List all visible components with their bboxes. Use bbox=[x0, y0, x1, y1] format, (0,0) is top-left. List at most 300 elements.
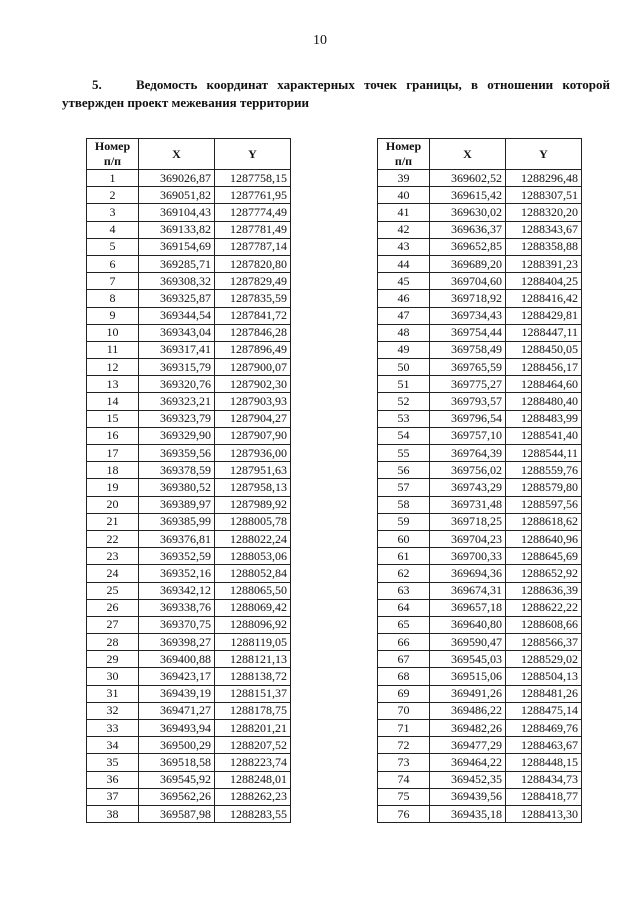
coord-x: 369700,33 bbox=[430, 548, 506, 565]
coord-x: 369389,97 bbox=[139, 496, 215, 513]
point-number: 72 bbox=[378, 737, 430, 754]
table-row bbox=[87, 427, 291, 444]
coord-y: 1288223,74 bbox=[215, 754, 291, 771]
coord-y: 1288138,72 bbox=[215, 668, 291, 685]
table-row bbox=[87, 221, 291, 238]
point-number: 61 bbox=[378, 548, 430, 565]
coord-y: 1287900,07 bbox=[215, 359, 291, 376]
point-number: 21 bbox=[87, 513, 139, 530]
table-row bbox=[378, 616, 582, 633]
coord-y: 1288053,06 bbox=[215, 548, 291, 565]
table-row bbox=[87, 187, 291, 204]
table-row bbox=[87, 290, 291, 307]
table-row bbox=[378, 685, 582, 702]
table-row bbox=[378, 565, 582, 582]
coord-x: 369756,02 bbox=[430, 462, 506, 479]
table-row bbox=[87, 410, 291, 427]
coord-x: 369793,57 bbox=[430, 393, 506, 410]
table-row bbox=[87, 548, 291, 565]
coord-y: 1287989,92 bbox=[215, 496, 291, 513]
point-number: 17 bbox=[87, 445, 139, 462]
point-number: 47 bbox=[378, 307, 430, 324]
point-number: 73 bbox=[378, 754, 430, 771]
coord-y: 1288201,21 bbox=[215, 720, 291, 737]
point-number: 49 bbox=[378, 341, 430, 358]
coord-y: 1287951,63 bbox=[215, 462, 291, 479]
coord-y: 1288597,56 bbox=[506, 496, 582, 513]
coord-y: 1288358,88 bbox=[506, 238, 582, 255]
table-row bbox=[87, 668, 291, 685]
coord-y: 1287761,95 bbox=[215, 187, 291, 204]
coord-x: 369378,59 bbox=[139, 462, 215, 479]
coord-y: 1287774,49 bbox=[215, 204, 291, 221]
coord-y: 1288151,37 bbox=[215, 685, 291, 702]
point-number: 70 bbox=[378, 702, 430, 719]
coord-y: 1287902,30 bbox=[215, 376, 291, 393]
coord-x: 369376,81 bbox=[139, 530, 215, 547]
point-number: 57 bbox=[378, 479, 430, 496]
coord-x: 369471,27 bbox=[139, 702, 215, 719]
table-row bbox=[378, 204, 582, 221]
table-row bbox=[378, 771, 582, 788]
coord-y: 1288559,76 bbox=[506, 462, 582, 479]
coord-x: 369133,82 bbox=[139, 221, 215, 238]
coord-y: 1288416,42 bbox=[506, 290, 582, 307]
point-number: 5 bbox=[87, 238, 139, 255]
point-number: 51 bbox=[378, 376, 430, 393]
table-row bbox=[378, 513, 582, 530]
coord-y: 1288481,26 bbox=[506, 685, 582, 702]
coord-x: 369689,20 bbox=[430, 255, 506, 272]
table-row bbox=[87, 582, 291, 599]
coord-y: 1288652,92 bbox=[506, 565, 582, 582]
coord-y: 1288307,51 bbox=[506, 187, 582, 204]
coord-x: 369464,22 bbox=[430, 754, 506, 771]
coord-y: 1288504,13 bbox=[506, 668, 582, 685]
table-row bbox=[87, 496, 291, 513]
point-number: 39 bbox=[378, 170, 430, 187]
point-number: 52 bbox=[378, 393, 430, 410]
point-number: 55 bbox=[378, 445, 430, 462]
coord-y: 1288248,01 bbox=[215, 771, 291, 788]
coord-x: 369323,79 bbox=[139, 410, 215, 427]
coord-y: 1287820,80 bbox=[215, 255, 291, 272]
point-number: 19 bbox=[87, 479, 139, 496]
table-row bbox=[87, 462, 291, 479]
coord-x: 369104,43 bbox=[139, 204, 215, 221]
coord-y: 1288296,48 bbox=[506, 170, 582, 187]
point-number: 33 bbox=[87, 720, 139, 737]
coord-x: 369486,22 bbox=[430, 702, 506, 719]
point-number: 25 bbox=[87, 582, 139, 599]
coord-x: 369764,39 bbox=[430, 445, 506, 462]
coord-x: 369352,16 bbox=[139, 565, 215, 582]
coord-x: 369154,69 bbox=[139, 238, 215, 255]
coord-x: 369400,88 bbox=[139, 651, 215, 668]
section-number: 5. bbox=[92, 77, 102, 92]
point-number: 69 bbox=[378, 685, 430, 702]
table-row bbox=[378, 255, 582, 272]
coord-x: 369344,54 bbox=[139, 307, 215, 324]
coord-x: 369518,58 bbox=[139, 754, 215, 771]
point-number: 10 bbox=[87, 324, 139, 341]
point-number: 71 bbox=[378, 720, 430, 737]
coord-x: 369640,80 bbox=[430, 616, 506, 633]
coord-x: 369320,76 bbox=[139, 376, 215, 393]
coord-x: 369704,60 bbox=[430, 273, 506, 290]
coord-x: 369338,76 bbox=[139, 599, 215, 616]
coord-y: 1288566,37 bbox=[506, 634, 582, 651]
table-row bbox=[87, 513, 291, 530]
coord-x: 369370,75 bbox=[139, 616, 215, 633]
point-number: 15 bbox=[87, 410, 139, 427]
coord-y: 1288434,73 bbox=[506, 771, 582, 788]
point-number: 24 bbox=[87, 565, 139, 582]
coord-x: 369754,44 bbox=[430, 324, 506, 341]
point-number: 29 bbox=[87, 651, 139, 668]
table-row bbox=[87, 255, 291, 272]
table-row bbox=[87, 599, 291, 616]
coord-x: 369743,29 bbox=[430, 479, 506, 496]
coord-y: 1288065,50 bbox=[215, 582, 291, 599]
coord-x: 369718,92 bbox=[430, 290, 506, 307]
coord-y: 1288608,66 bbox=[506, 616, 582, 633]
coord-x: 369545,92 bbox=[139, 771, 215, 788]
coord-y: 1288579,80 bbox=[506, 479, 582, 496]
table-row bbox=[378, 238, 582, 255]
coord-y: 1288121,13 bbox=[215, 651, 291, 668]
table-row bbox=[378, 651, 582, 668]
coord-x: 369734,43 bbox=[430, 307, 506, 324]
coord-x: 369590,47 bbox=[430, 634, 506, 651]
point-number: 26 bbox=[87, 599, 139, 616]
table-row bbox=[378, 410, 582, 427]
coord-y: 1287904,27 bbox=[215, 410, 291, 427]
point-number: 3 bbox=[87, 204, 139, 221]
coordinates-table-right bbox=[377, 138, 582, 823]
coord-y: 1288469,76 bbox=[506, 720, 582, 737]
header-y: Y bbox=[506, 139, 582, 170]
coord-x: 369380,52 bbox=[139, 479, 215, 496]
point-number: 27 bbox=[87, 616, 139, 633]
coord-x: 369775,27 bbox=[430, 376, 506, 393]
header-number-line2: п/п bbox=[87, 154, 139, 170]
header-number-line1: Номер bbox=[378, 139, 430, 155]
coord-y: 1288262,23 bbox=[215, 788, 291, 805]
table-row bbox=[378, 737, 582, 754]
coord-x: 369439,56 bbox=[430, 788, 506, 805]
table-row bbox=[87, 805, 291, 822]
coord-y: 1287896,49 bbox=[215, 341, 291, 358]
coord-y: 1287829,49 bbox=[215, 273, 291, 290]
coord-x: 369765,59 bbox=[430, 359, 506, 376]
table-row bbox=[87, 479, 291, 496]
table-row bbox=[378, 805, 582, 822]
point-number: 75 bbox=[378, 788, 430, 805]
coord-y: 1288483,99 bbox=[506, 410, 582, 427]
table-row bbox=[378, 187, 582, 204]
coord-y: 1287846,28 bbox=[215, 324, 291, 341]
point-number: 4 bbox=[87, 221, 139, 238]
point-number: 6 bbox=[87, 255, 139, 272]
coord-x: 369545,03 bbox=[430, 651, 506, 668]
coord-y: 1288343,67 bbox=[506, 221, 582, 238]
coord-y: 1287787,14 bbox=[215, 238, 291, 255]
coord-x: 369398,27 bbox=[139, 634, 215, 651]
coord-y: 1287907,90 bbox=[215, 427, 291, 444]
coord-y: 1288544,11 bbox=[506, 445, 582, 462]
coord-x: 369615,42 bbox=[430, 187, 506, 204]
table-row bbox=[87, 702, 291, 719]
coord-x: 369515,06 bbox=[430, 668, 506, 685]
header-y: Y bbox=[215, 139, 291, 170]
point-number: 54 bbox=[378, 427, 430, 444]
table-row bbox=[378, 788, 582, 805]
point-number: 45 bbox=[378, 273, 430, 290]
table-row bbox=[87, 788, 291, 805]
coord-x: 369323,21 bbox=[139, 393, 215, 410]
coord-x: 369757,10 bbox=[430, 427, 506, 444]
coord-x: 369758,49 bbox=[430, 341, 506, 358]
table-row bbox=[378, 548, 582, 565]
point-number: 43 bbox=[378, 238, 430, 255]
point-number: 31 bbox=[87, 685, 139, 702]
point-number: 67 bbox=[378, 651, 430, 668]
point-number: 48 bbox=[378, 324, 430, 341]
coord-y: 1287758,15 bbox=[215, 170, 291, 187]
coord-y: 1288640,96 bbox=[506, 530, 582, 547]
table-row bbox=[378, 599, 582, 616]
table-row bbox=[378, 582, 582, 599]
table-row bbox=[378, 170, 582, 187]
point-number: 28 bbox=[87, 634, 139, 651]
coord-y: 1288119,05 bbox=[215, 634, 291, 651]
coord-x: 369630,02 bbox=[430, 204, 506, 221]
coord-y: 1288418,77 bbox=[506, 788, 582, 805]
table-row bbox=[87, 359, 291, 376]
point-number: 42 bbox=[378, 221, 430, 238]
point-number: 8 bbox=[87, 290, 139, 307]
table-row bbox=[378, 496, 582, 513]
coord-x: 369317,41 bbox=[139, 341, 215, 358]
coord-x: 369636,37 bbox=[430, 221, 506, 238]
point-number: 14 bbox=[87, 393, 139, 410]
table-row bbox=[378, 341, 582, 358]
table-row bbox=[87, 238, 291, 255]
point-number: 53 bbox=[378, 410, 430, 427]
coord-y: 1288429,81 bbox=[506, 307, 582, 324]
point-number: 64 bbox=[378, 599, 430, 616]
coord-y: 1288207,52 bbox=[215, 737, 291, 754]
point-number: 37 bbox=[87, 788, 139, 805]
coord-x: 369652,85 bbox=[430, 238, 506, 255]
table-row bbox=[378, 359, 582, 376]
table-body-right bbox=[378, 170, 582, 823]
coord-y: 1288178,75 bbox=[215, 702, 291, 719]
table-row bbox=[378, 479, 582, 496]
coord-y: 1288464,60 bbox=[506, 376, 582, 393]
coord-x: 369452,35 bbox=[430, 771, 506, 788]
coord-y: 1288480,40 bbox=[506, 393, 582, 410]
table-row bbox=[378, 221, 582, 238]
coord-y: 1288636,39 bbox=[506, 582, 582, 599]
coord-x: 369657,18 bbox=[430, 599, 506, 616]
section-heading bbox=[62, 76, 610, 112]
point-number: 30 bbox=[87, 668, 139, 685]
point-number: 66 bbox=[378, 634, 430, 651]
table-row bbox=[87, 565, 291, 582]
table-row bbox=[378, 273, 582, 290]
point-number: 11 bbox=[87, 341, 139, 358]
table-row bbox=[87, 341, 291, 358]
point-number: 36 bbox=[87, 771, 139, 788]
coord-y: 1288283,55 bbox=[215, 805, 291, 822]
coord-y: 1288448,15 bbox=[506, 754, 582, 771]
coord-x: 369423,17 bbox=[139, 668, 215, 685]
coord-x: 369343,04 bbox=[139, 324, 215, 341]
coord-x: 369674,31 bbox=[430, 582, 506, 599]
coord-y: 1288447,11 bbox=[506, 324, 582, 341]
header-x: X bbox=[139, 139, 215, 170]
table-row bbox=[378, 376, 582, 393]
point-number: 76 bbox=[378, 805, 430, 822]
coord-y: 1288022,24 bbox=[215, 530, 291, 547]
coord-x: 369587,98 bbox=[139, 805, 215, 822]
coord-y: 1288413,30 bbox=[506, 805, 582, 822]
coord-y: 1287958,13 bbox=[215, 479, 291, 496]
coord-x: 369482,26 bbox=[430, 720, 506, 737]
table-row bbox=[378, 720, 582, 737]
point-number: 40 bbox=[378, 187, 430, 204]
page-number: 10 bbox=[313, 33, 327, 48]
table-row bbox=[87, 445, 291, 462]
coord-y: 1288529,02 bbox=[506, 651, 582, 668]
table-row bbox=[378, 462, 582, 479]
point-number: 38 bbox=[87, 805, 139, 822]
table-row bbox=[87, 754, 291, 771]
coord-x: 369435,18 bbox=[430, 805, 506, 822]
table-row bbox=[87, 720, 291, 737]
coord-x: 369439,19 bbox=[139, 685, 215, 702]
table-body-left bbox=[87, 170, 291, 823]
point-number: 7 bbox=[87, 273, 139, 290]
table-row bbox=[87, 170, 291, 187]
coord-x: 369493,94 bbox=[139, 720, 215, 737]
table-row bbox=[87, 324, 291, 341]
coord-y: 1288463,67 bbox=[506, 737, 582, 754]
point-number: 35 bbox=[87, 754, 139, 771]
point-number: 50 bbox=[378, 359, 430, 376]
point-number: 12 bbox=[87, 359, 139, 376]
coord-y: 1288622,22 bbox=[506, 599, 582, 616]
point-number: 1 bbox=[87, 170, 139, 187]
coord-y: 1288320,20 bbox=[506, 204, 582, 221]
table-row bbox=[378, 702, 582, 719]
coord-x: 369308,32 bbox=[139, 273, 215, 290]
table-row bbox=[87, 616, 291, 633]
coord-x: 369026,87 bbox=[139, 170, 215, 187]
point-number: 16 bbox=[87, 427, 139, 444]
point-number: 62 bbox=[378, 565, 430, 582]
coord-x: 369694,36 bbox=[430, 565, 506, 582]
coord-y: 1287841,72 bbox=[215, 307, 291, 324]
table-row bbox=[378, 530, 582, 547]
coord-y: 1288541,40 bbox=[506, 427, 582, 444]
coord-x: 369796,54 bbox=[430, 410, 506, 427]
point-number: 41 bbox=[378, 204, 430, 221]
table-row bbox=[378, 634, 582, 651]
header-x: X bbox=[430, 139, 506, 170]
coord-y: 1287835,59 bbox=[215, 290, 291, 307]
point-number: 22 bbox=[87, 530, 139, 547]
point-number: 2 bbox=[87, 187, 139, 204]
coord-y: 1288450,05 bbox=[506, 341, 582, 358]
point-number: 63 bbox=[378, 582, 430, 599]
table-row bbox=[378, 754, 582, 771]
table-row bbox=[87, 204, 291, 221]
point-number: 68 bbox=[378, 668, 430, 685]
point-number: 59 bbox=[378, 513, 430, 530]
table-row bbox=[378, 427, 582, 444]
point-number: 44 bbox=[378, 255, 430, 272]
coord-x: 369602,52 bbox=[430, 170, 506, 187]
coord-x: 369329,90 bbox=[139, 427, 215, 444]
coord-y: 1288475,14 bbox=[506, 702, 582, 719]
coord-x: 369285,71 bbox=[139, 255, 215, 272]
table-row bbox=[378, 324, 582, 341]
coord-y: 1287781,49 bbox=[215, 221, 291, 238]
coord-y: 1288645,69 bbox=[506, 548, 582, 565]
table-row bbox=[87, 651, 291, 668]
section-title: Ведомость координат характерных точек границы, в отношении которой утвержден проект межевания территории bbox=[62, 77, 610, 110]
table-row bbox=[378, 307, 582, 324]
point-number: 34 bbox=[87, 737, 139, 754]
point-number: 74 bbox=[378, 771, 430, 788]
coord-x: 369704,23 bbox=[430, 530, 506, 547]
coord-x: 369352,59 bbox=[139, 548, 215, 565]
header-number-line2: п/п bbox=[378, 154, 430, 170]
table-row bbox=[87, 307, 291, 324]
point-number: 20 bbox=[87, 496, 139, 513]
header-number-line1: Номер bbox=[87, 139, 139, 155]
coord-y: 1288404,25 bbox=[506, 273, 582, 290]
coord-y: 1287903,93 bbox=[215, 393, 291, 410]
table-row bbox=[87, 737, 291, 754]
coord-x: 369491,26 bbox=[430, 685, 506, 702]
point-number: 56 bbox=[378, 462, 430, 479]
point-number: 65 bbox=[378, 616, 430, 633]
table-row bbox=[378, 393, 582, 410]
coord-x: 369325,87 bbox=[139, 290, 215, 307]
table-row bbox=[378, 290, 582, 307]
coord-y: 1288456,17 bbox=[506, 359, 582, 376]
coord-y: 1287936,00 bbox=[215, 445, 291, 462]
coord-x: 369731,48 bbox=[430, 496, 506, 513]
point-number: 46 bbox=[378, 290, 430, 307]
table-row bbox=[87, 771, 291, 788]
coord-x: 369385,99 bbox=[139, 513, 215, 530]
table-row bbox=[87, 376, 291, 393]
point-number: 13 bbox=[87, 376, 139, 393]
coord-y: 1288391,23 bbox=[506, 255, 582, 272]
point-number: 18 bbox=[87, 462, 139, 479]
coord-y: 1288069,42 bbox=[215, 599, 291, 616]
point-number: 23 bbox=[87, 548, 139, 565]
table-row bbox=[87, 685, 291, 702]
coord-x: 369500,29 bbox=[139, 737, 215, 754]
point-number: 32 bbox=[87, 702, 139, 719]
point-number: 9 bbox=[87, 307, 139, 324]
